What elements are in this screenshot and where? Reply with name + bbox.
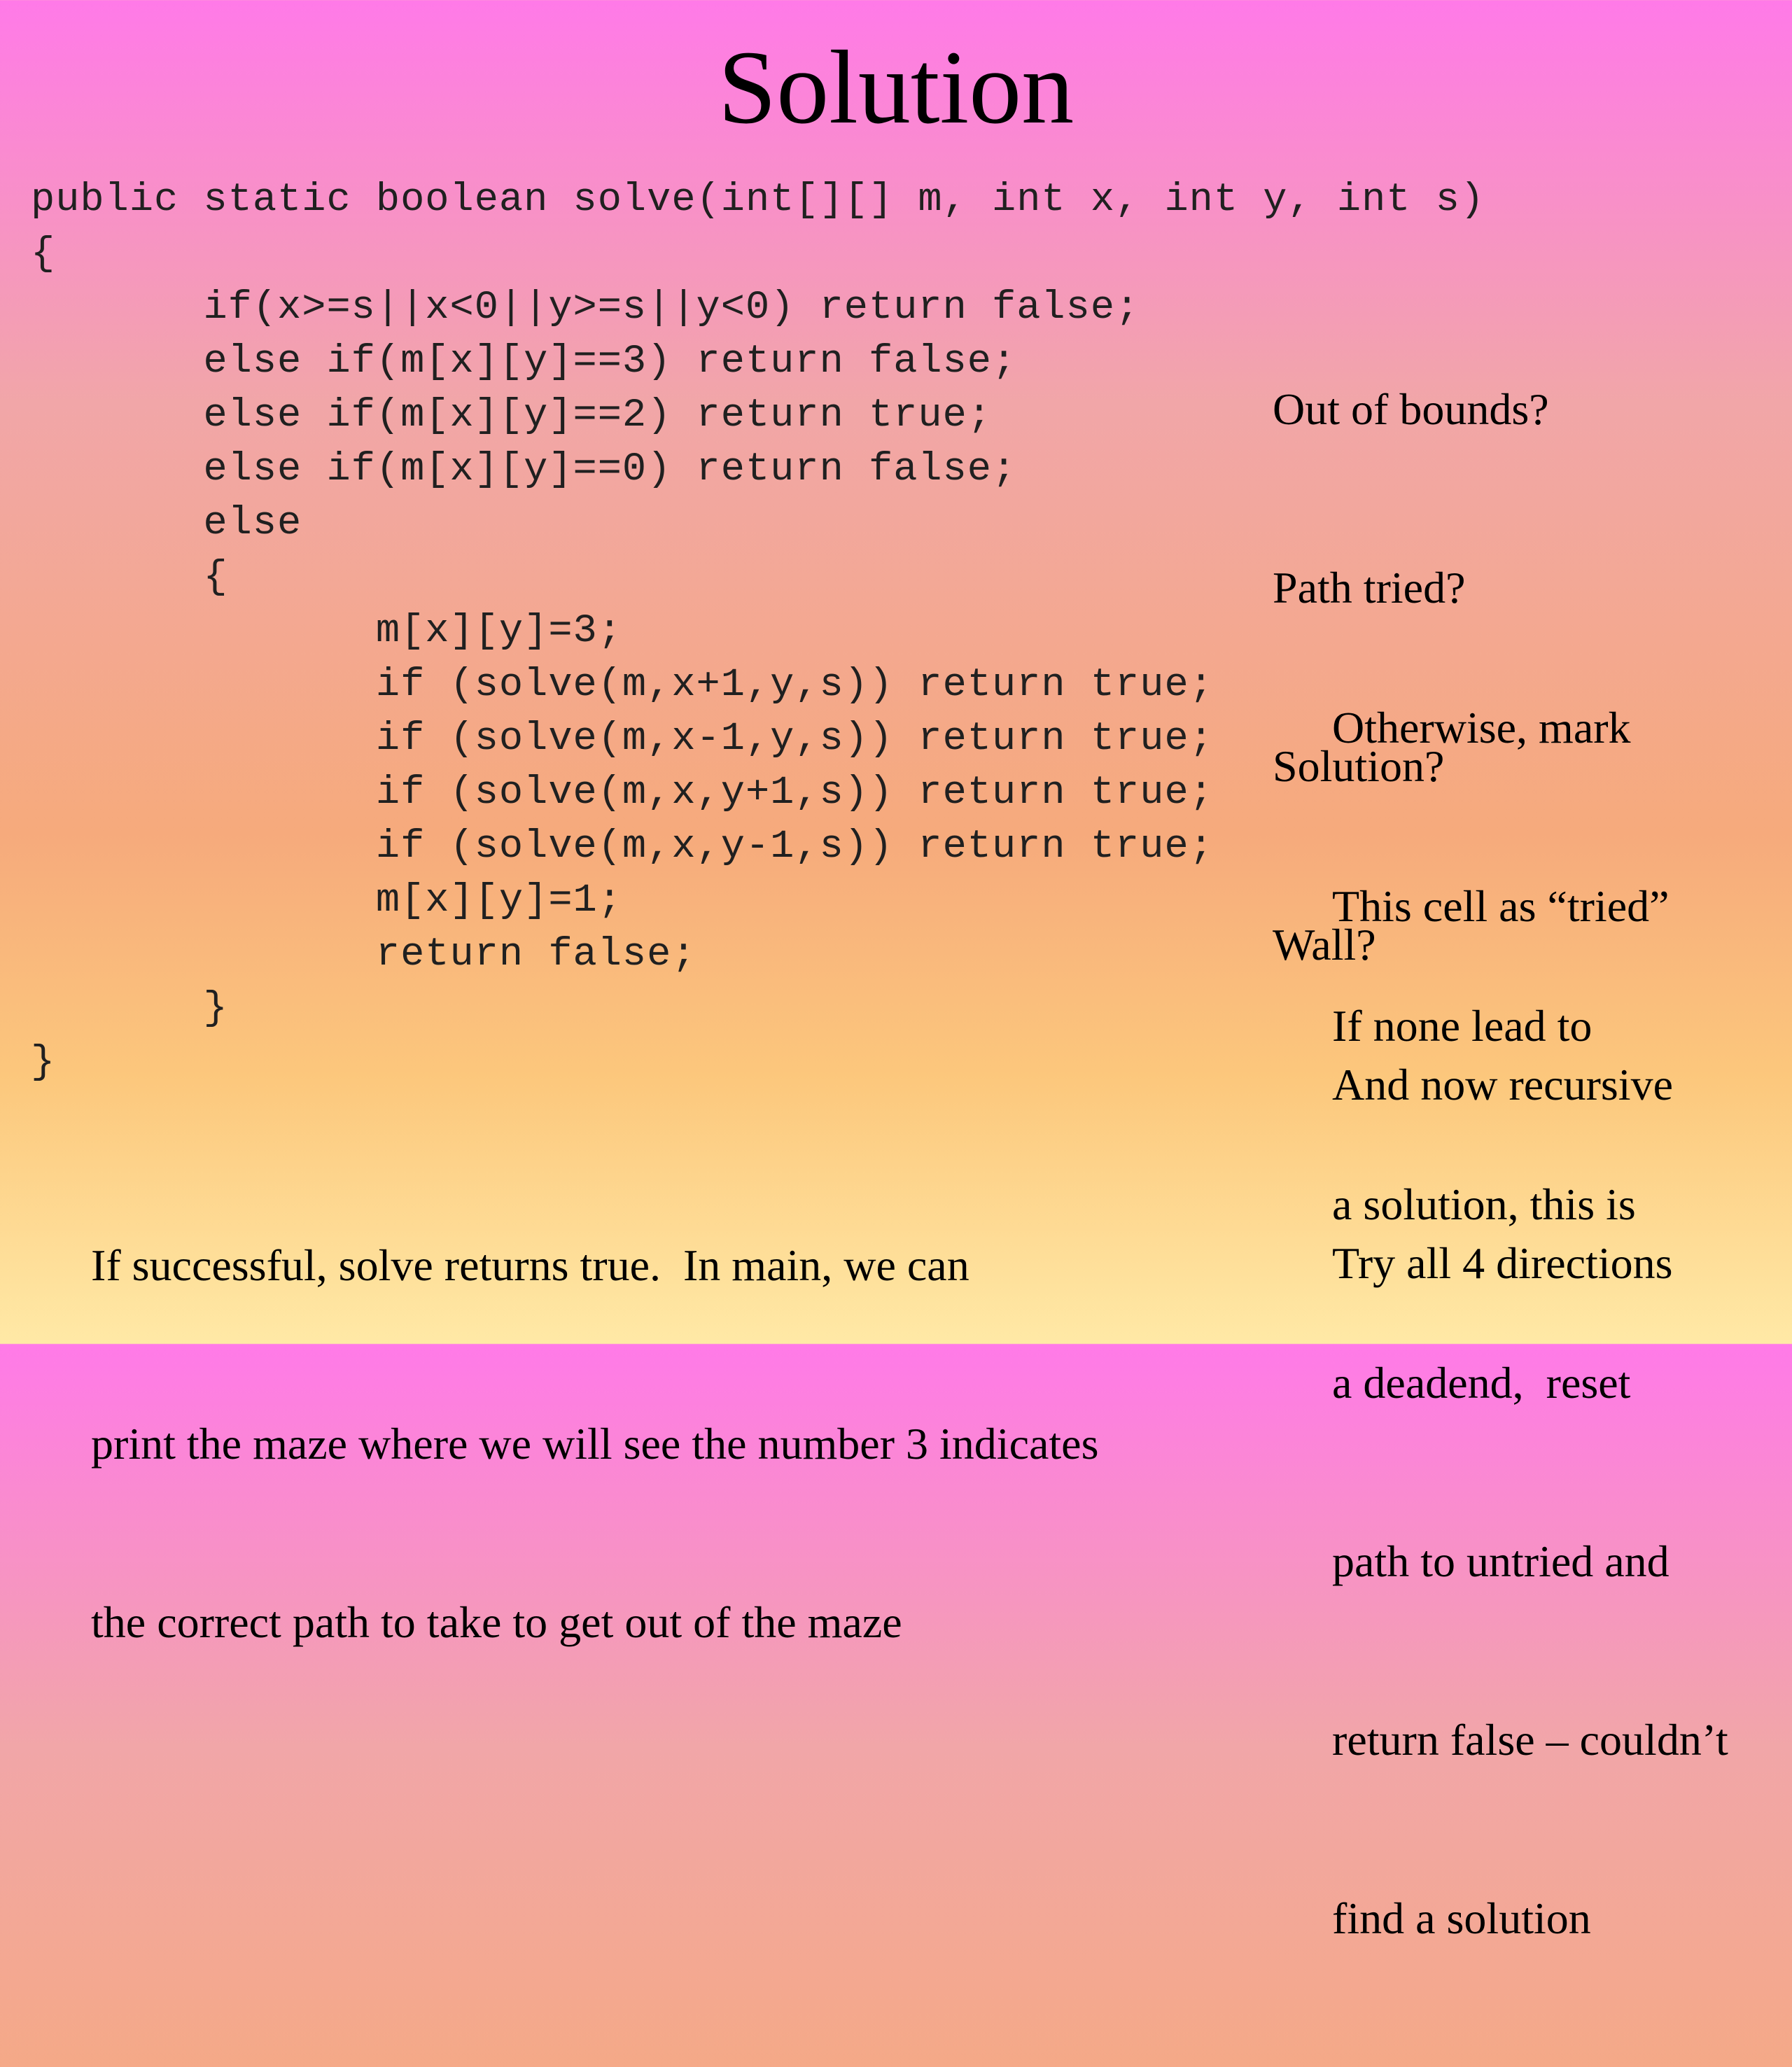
note-line: Try all 4 directions	[1332, 1238, 1673, 1288]
code-line: if (solve(m,x-1,y,s)) return true;	[31, 717, 1214, 762]
note-line: This cell as “tried”	[1332, 881, 1670, 931]
note-line: the correct path to take to get out of the maze	[91, 1597, 902, 1647]
code-line: }	[31, 986, 228, 1031]
note-line: find a solution	[1332, 1893, 1591, 1943]
note-line: print the maze where we will see the number 3 indicates	[91, 1419, 1099, 1469]
note-deadend	[1332, 877, 1728, 2067]
code-line: else if(m[x][y]==0) return false;	[31, 447, 1017, 492]
code-line: else if(m[x][y]==2) return true;	[31, 393, 993, 438]
code-line: else if(m[x][y]==3) return false;	[31, 339, 1017, 384]
code-line: if (solve(m,x,y-1,s)) return true;	[31, 825, 1214, 869]
note-line: Out of bounds?	[1273, 384, 1549, 434]
slide-title: Solution	[718, 29, 1074, 146]
code-block	[31, 174, 1485, 1090]
code-line: public static boolean solve(int[][] m, int x, int y, int s)	[31, 178, 1485, 223]
code-line: m[x][y]=3;	[31, 609, 622, 654]
code-line: {	[31, 232, 56, 276]
note-line: Path tried?	[1273, 563, 1466, 612]
code-line: if (solve(m,x,y+1,s)) return true;	[31, 771, 1214, 815]
code-line: if(x>=s||x<0||y>=s||y<0) return false;	[31, 286, 1140, 330]
code-line: if (solve(m,x+1,y,s)) return true;	[31, 663, 1214, 708]
code-line: {	[31, 555, 228, 600]
note-line: If successful, solve returns true. In main, we can	[91, 1240, 969, 1290]
note-line: Otherwise, mark	[1332, 703, 1631, 752]
note-line: Wall?	[1273, 920, 1376, 969]
note-line: Solution?	[1273, 741, 1445, 791]
note-line: And now recursive	[1332, 1060, 1673, 1109]
note-line: return false – couldn’t	[1332, 1715, 1728, 1765]
code-line: }	[31, 1040, 56, 1085]
note-line: a deadend, reset	[1332, 1358, 1631, 1408]
code-line: else	[31, 501, 302, 546]
code-line: m[x][y]=1;	[31, 878, 622, 923]
note-line: a solution, this is	[1332, 1179, 1636, 1229]
code-line: return false;	[31, 932, 696, 977]
note-success	[91, 1116, 1098, 1771]
note-line: If none lead to	[1332, 1001, 1592, 1051]
note-line: path to untried and	[1332, 1536, 1670, 1586]
